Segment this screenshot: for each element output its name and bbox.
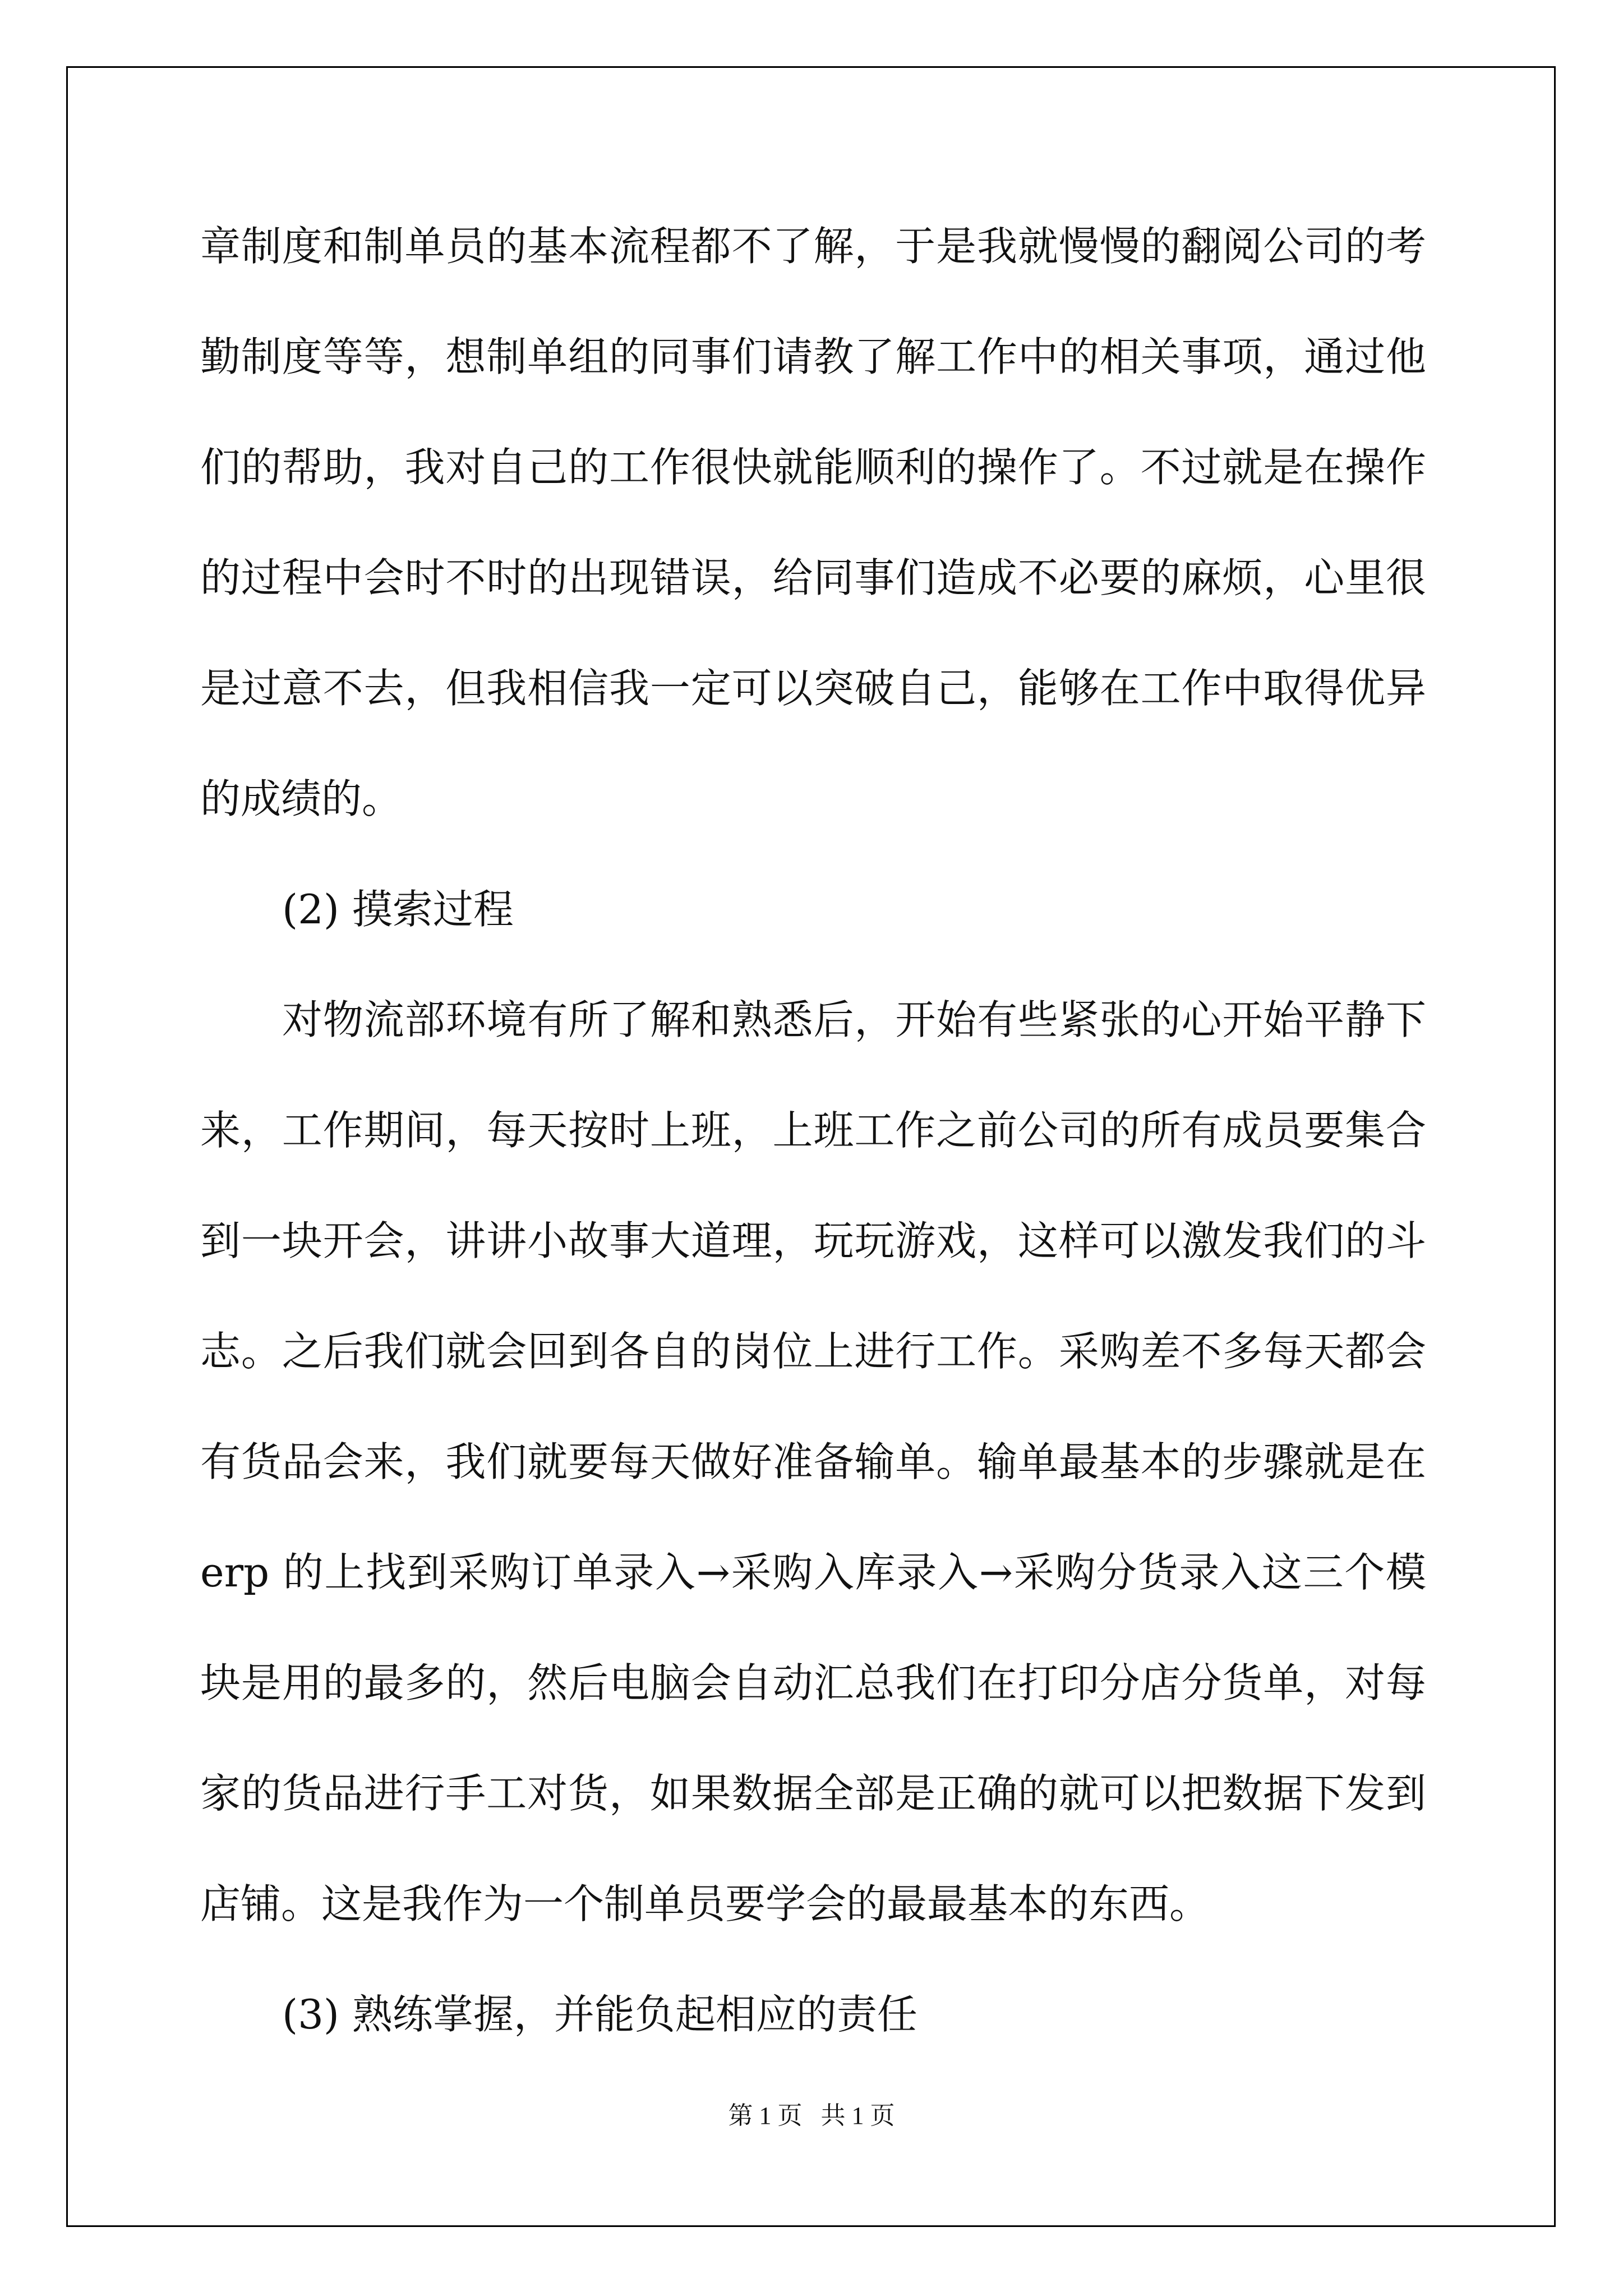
document-body [200, 200, 1426, 2079]
text-line: 家的货品进行手工对货，如果数据全部是正确的就可以把数据下发到 [200, 1770, 1426, 1817]
text-line: erp 的上找到采购订单录入→采购入库录入→采购分货录入这三个模 [200, 1549, 1426, 1596]
text-line: 店铺。这是我作为一个制单员要学会的最最基本的东西。 [200, 1880, 1210, 1927]
text-line: 章制度和制单员的基本流程都不了解，于是我就慢慢的翻阅公司的考 [200, 223, 1426, 270]
text-line: 有货品会来，我们就要每天做好准备输单。输单最基本的步骤就是在 [200, 1438, 1426, 1485]
text-line: 是过意不去，但我相信我一定可以突破自己，能够在工作中取得优异 [200, 665, 1426, 712]
text-line: 来，工作期间，每天按时上班，上班工作之前公司的所有成员要集合 [200, 1107, 1426, 1154]
text-line: 的成绩的。 [200, 775, 403, 822]
text-line: 到一块开会，讲讲小故事大道理，玩玩游戏，这样可以激发我们的斗 [200, 1217, 1426, 1264]
page-footer: 第 1 页 共 1 页 [728, 2102, 895, 2129]
text-line: 勤制度等等，想制单组的同事们请教了解工作中的相关事项，通过他 [200, 333, 1426, 380]
section-heading: (2) 摸索过程 [282, 886, 514, 933]
text-line: 对物流部环境有所了解和熟悉后，开始有些紧张的心开始平静下 [282, 996, 1426, 1043]
text-line: 志。之后我们就会回到各自的岗位上进行工作。采购差不多每天都会 [200, 1328, 1426, 1375]
text-line: 块是用的最多的，然后电脑会自动汇总我们在打印分店分货单，对每 [200, 1659, 1426, 1706]
text-line: 们的帮助，我对自己的工作很快就能顺利的操作了。不过就是在操作 [200, 444, 1426, 491]
text-line: 的过程中会时不时的出现错误，给同事们造成不必要的麻烦，心里很 [200, 554, 1426, 601]
section-heading: (3) 熟练掌握，并能负起相应的责任 [282, 1991, 917, 2038]
